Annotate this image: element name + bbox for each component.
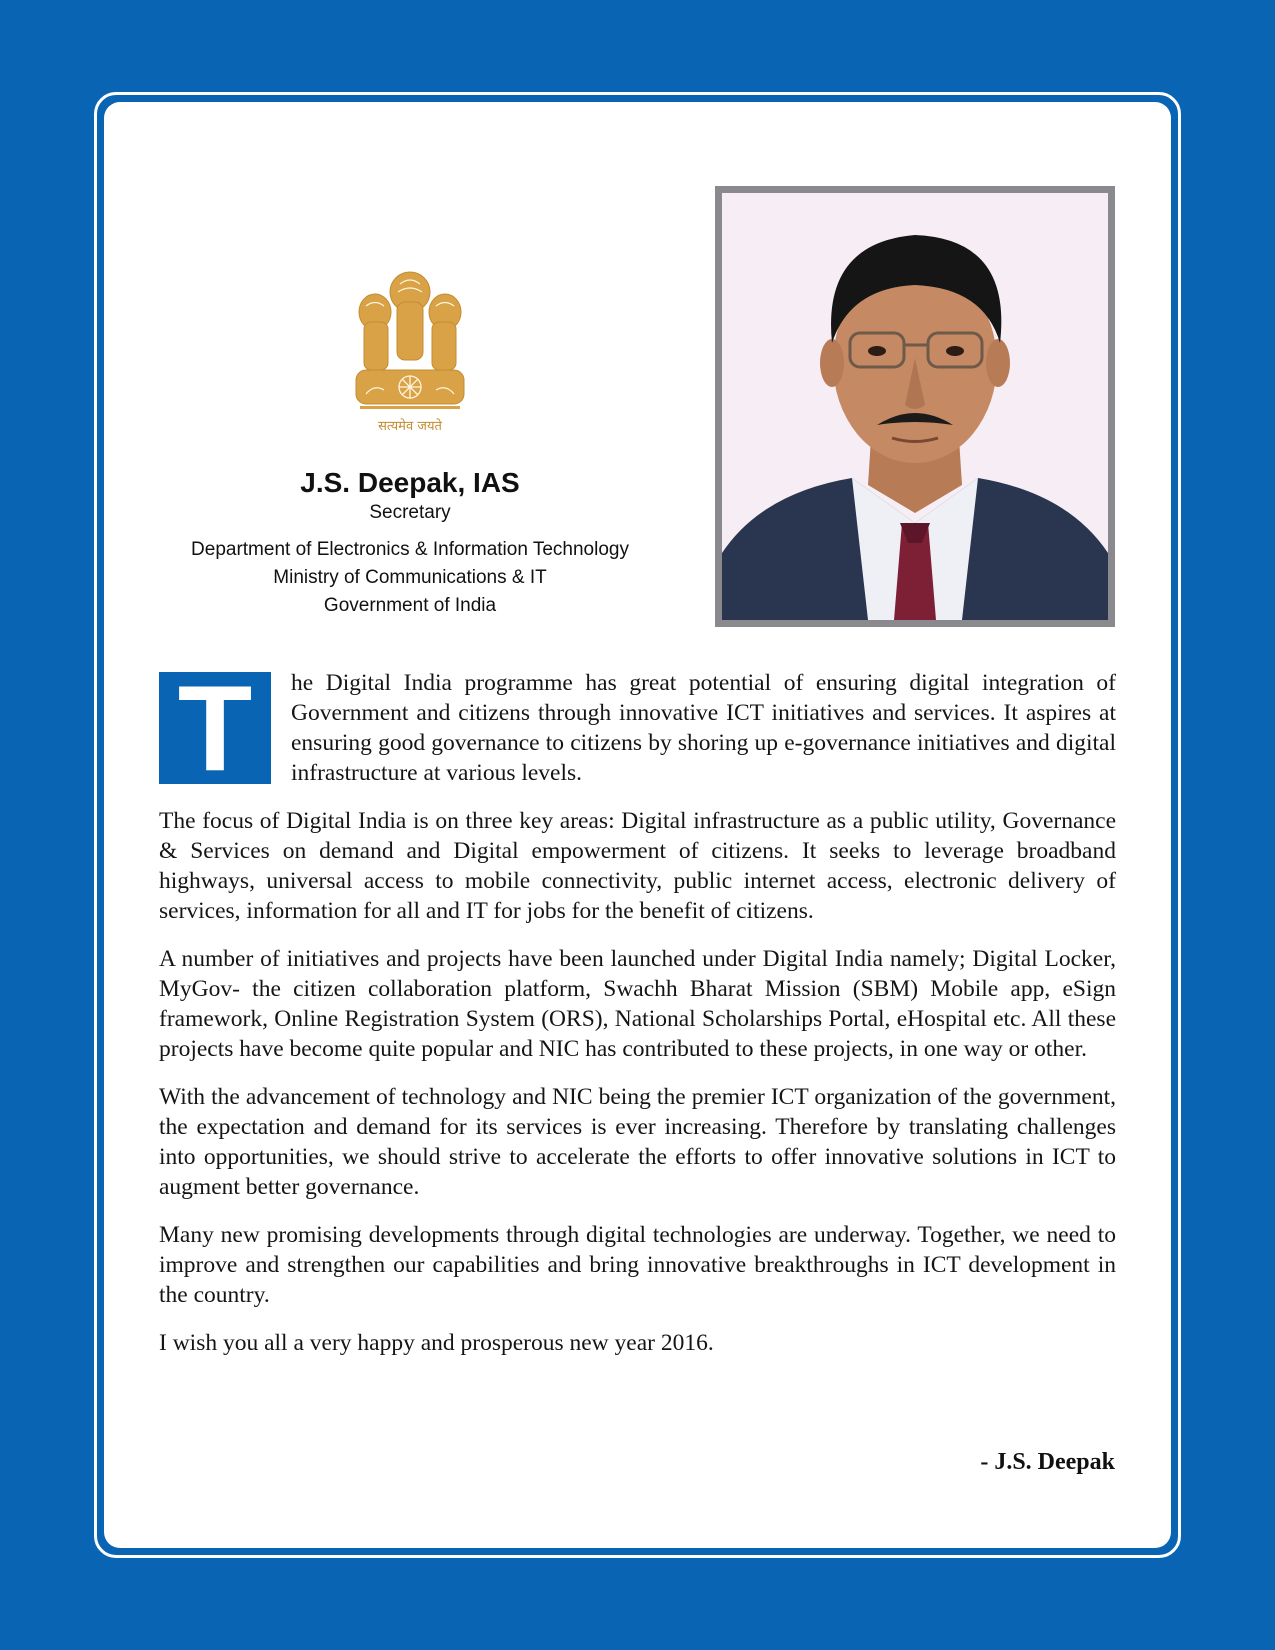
department-line: Department of Electronics & Information Technology <box>191 539 629 560</box>
ministry-line: Ministry of Communications & IT <box>273 567 547 588</box>
portrait-photo-icon <box>722 193 1108 620</box>
officer-designation: Secretary <box>369 502 451 523</box>
ashoka-emblem-icon <box>350 270 470 445</box>
message-body <box>159 660 1116 1376</box>
message-paragraph-1 <box>159 660 1116 796</box>
government-line: Government of India <box>323 595 497 616</box>
emblem-motto: सत्यमेव जयते <box>378 419 442 434</box>
drop-cap-letter: T <box>159 672 271 784</box>
message-paragraph-5: Many new promising developments through digital technologies are underway. Together, we need to improve and strengthen our capabilities and bring innovative breakthroughs in ICT development in the country. <box>159 1222 1116 1308</box>
first-paragraph-text: he Digital India programme has great potential of ensuring digital integration of Government and citizens through innovative ICT initiatives and services. It aspires at ensuring good governance to citizens by shoring up e-governance initiatives and digital infrastructure at various levels. <box>291 670 1116 786</box>
message-paragraph-3: A number of initiatives and projects have been launched under Digital India namely; Digital Locker, MyGov- the citizen collaboration platform, Swachh Bharat Mission (SBM) Mobile app, eSign framework, Online Registration System (ORS), National Scholarships Portal, eHospital etc. All these projects have become quite popular and NIC has contributed to these projects, in one way or other. <box>159 946 1116 1062</box>
portrait-photo <box>715 186 1115 627</box>
message-paragraph-2: The focus of Digital India is on three key areas: Digital infrastructure as a public utility, Governance & Services on demand and Digital empowerment of citizens. It seeks to leverage broadband highways, universal access to mobile connectivity, public internet access, electronic delivery of services, information for all and IT for jobs for the benefit of citizens. <box>159 808 1116 924</box>
message-paragraph-4: With the advancement of technology and NIC being the premier ICT organization of the government, the expectation and demand for its services is ever increasing. Therefore by translating challenges into opportunities, we should strive to accelerate the efforts to offer innovative solutions in ICT to augment better governance. <box>159 1084 1116 1200</box>
header-block <box>160 466 660 620</box>
officer-name: J.S. Deepak, IAS <box>300 467 520 498</box>
signature: - J.S. Deepak <box>980 1449 1115 1475</box>
message-paragraph-6: I wish you all a very happy and prosperous new year 2016. <box>159 1330 714 1356</box>
